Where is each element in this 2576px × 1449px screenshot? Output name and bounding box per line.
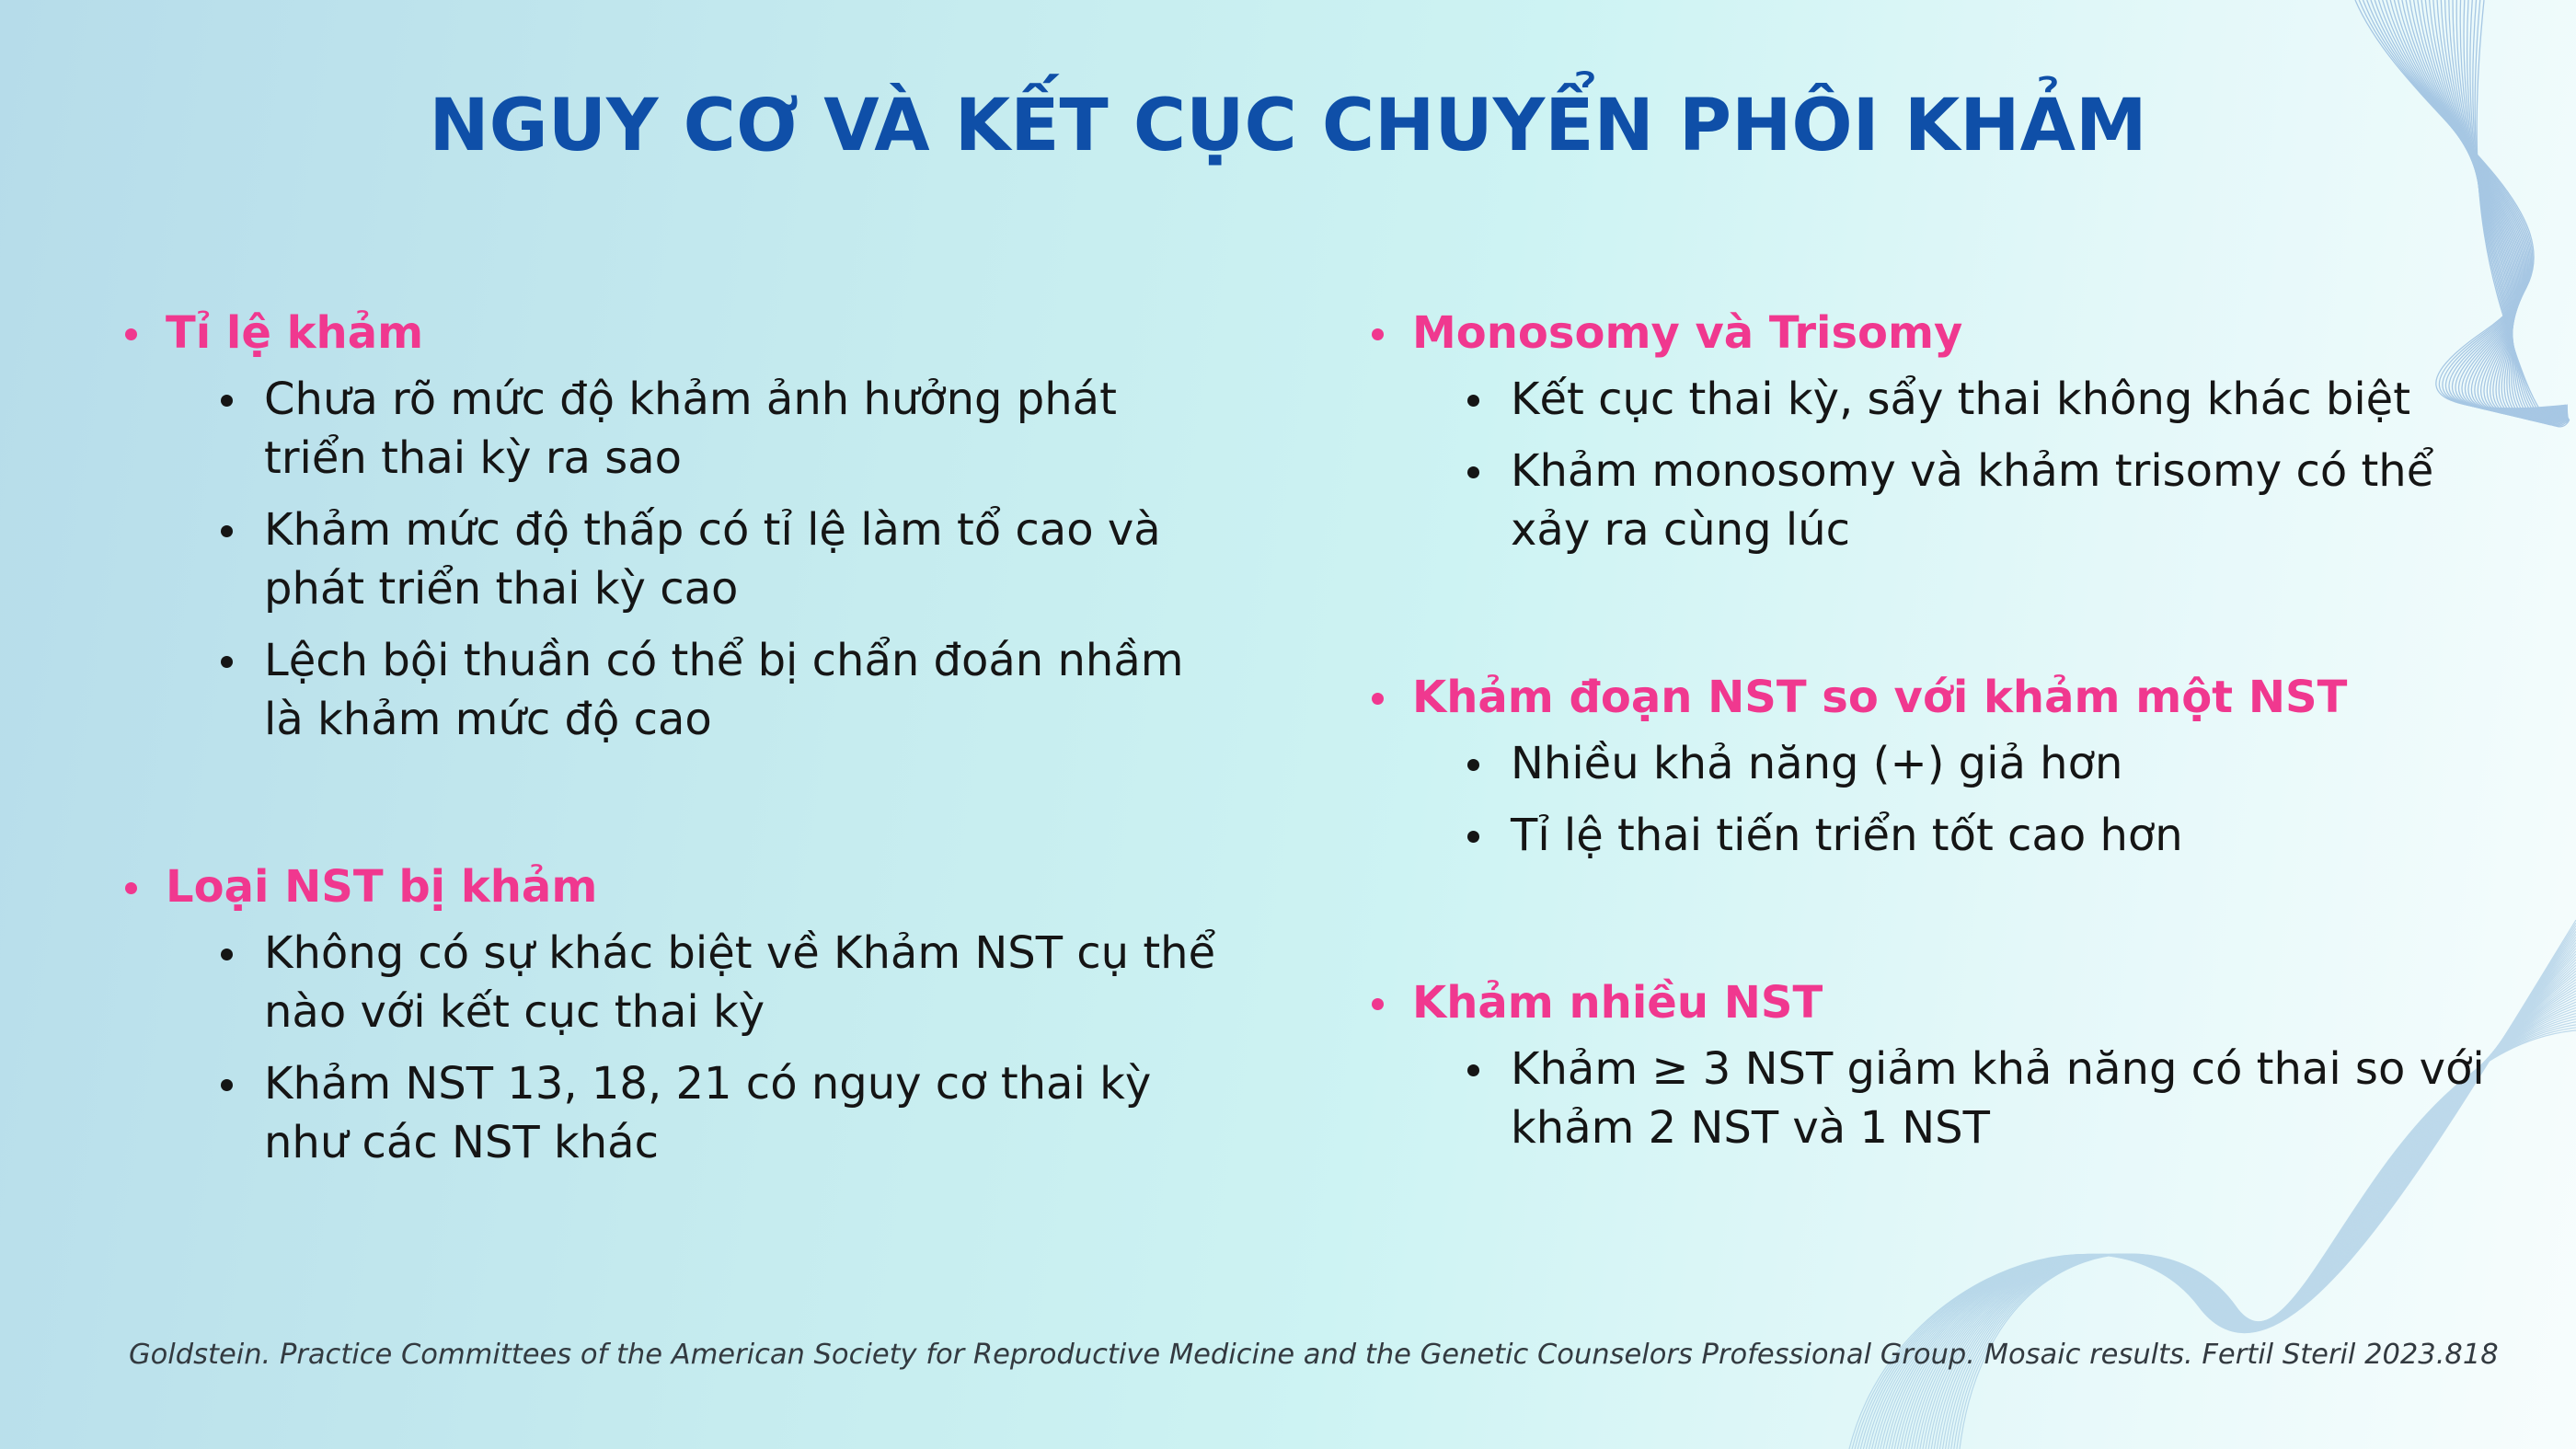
right-column	[1366, 304, 2498, 1170]
section-heading: Khảm đoạn NST so với khảm một NST	[1366, 668, 2498, 727]
bullet-item: Khảm monosomy và khảm trisomy có thể xảy ra cùng lúc	[1366, 442, 2498, 559]
section-heading: Loại NST bị khảm	[120, 857, 1233, 916]
section-heading: Tỉ lệ khảm	[120, 304, 1233, 362]
section-heading: Khảm nhiều NST	[1366, 973, 2498, 1032]
bullet-item: Không có sự khác biệt về Khảm NST cụ thể nào với kết cục thai kỳ	[120, 924, 1233, 1041]
bullet-item: Khảm ≥ 3 NST giảm khả năng có thai so với khảm 2 NST và 1 NST	[1366, 1040, 2498, 1157]
citation-footnote: Goldstein. Practice Committees of the American Society for Reproductive Medicine and the Genetic Counselors Professional Group. Mosaic results. Fertil Steril 2023.818	[129, 1339, 2499, 1371]
bullet-item: Khảm NST 13, 18, 21 có nguy cơ thai kỳ như các NST khác	[120, 1054, 1233, 1172]
section-mosaic-rate	[120, 304, 1233, 749]
bullet-list	[1366, 734, 2498, 865]
section-chromosome-type	[120, 857, 1233, 1172]
bullet-list	[1366, 370, 2498, 559]
bullet-item: Nhiều khả năng (+) giả hơn	[1366, 734, 2498, 793]
bullet-item: Lệch bội thuần có thể bị chẩn đoán nhầm là khảm mức độ cao	[120, 631, 1233, 749]
bullet-list	[120, 370, 1233, 749]
section-monosomy-trisomy	[1366, 304, 2498, 559]
bullet-item: Chưa rõ mức độ khảm ảnh hưởng phát triển thai kỳ ra sao	[120, 370, 1233, 488]
bullet-item: Khảm mức độ thấp có tỉ lệ làm tổ cao và phát triển thai kỳ cao	[120, 500, 1233, 618]
section-heading: Monosomy và Trisomy	[1366, 304, 2498, 362]
slide-title: NGUY CƠ VÀ KẾT CỤC CHUYỂN PHÔI KHẢM	[429, 85, 2147, 167]
left-column	[120, 304, 1233, 1185]
bullet-list	[1366, 1040, 2498, 1157]
section-segmental-mosaic	[1366, 668, 2498, 865]
bullet-item: Tỉ lệ thai tiến triển tốt cao hơn	[1366, 806, 2498, 865]
section-complex-mosaic	[1366, 973, 2498, 1157]
bullet-item: Kết cục thai kỳ, sẩy thai không khác biệt	[1366, 370, 2498, 429]
bullet-list	[120, 924, 1233, 1172]
